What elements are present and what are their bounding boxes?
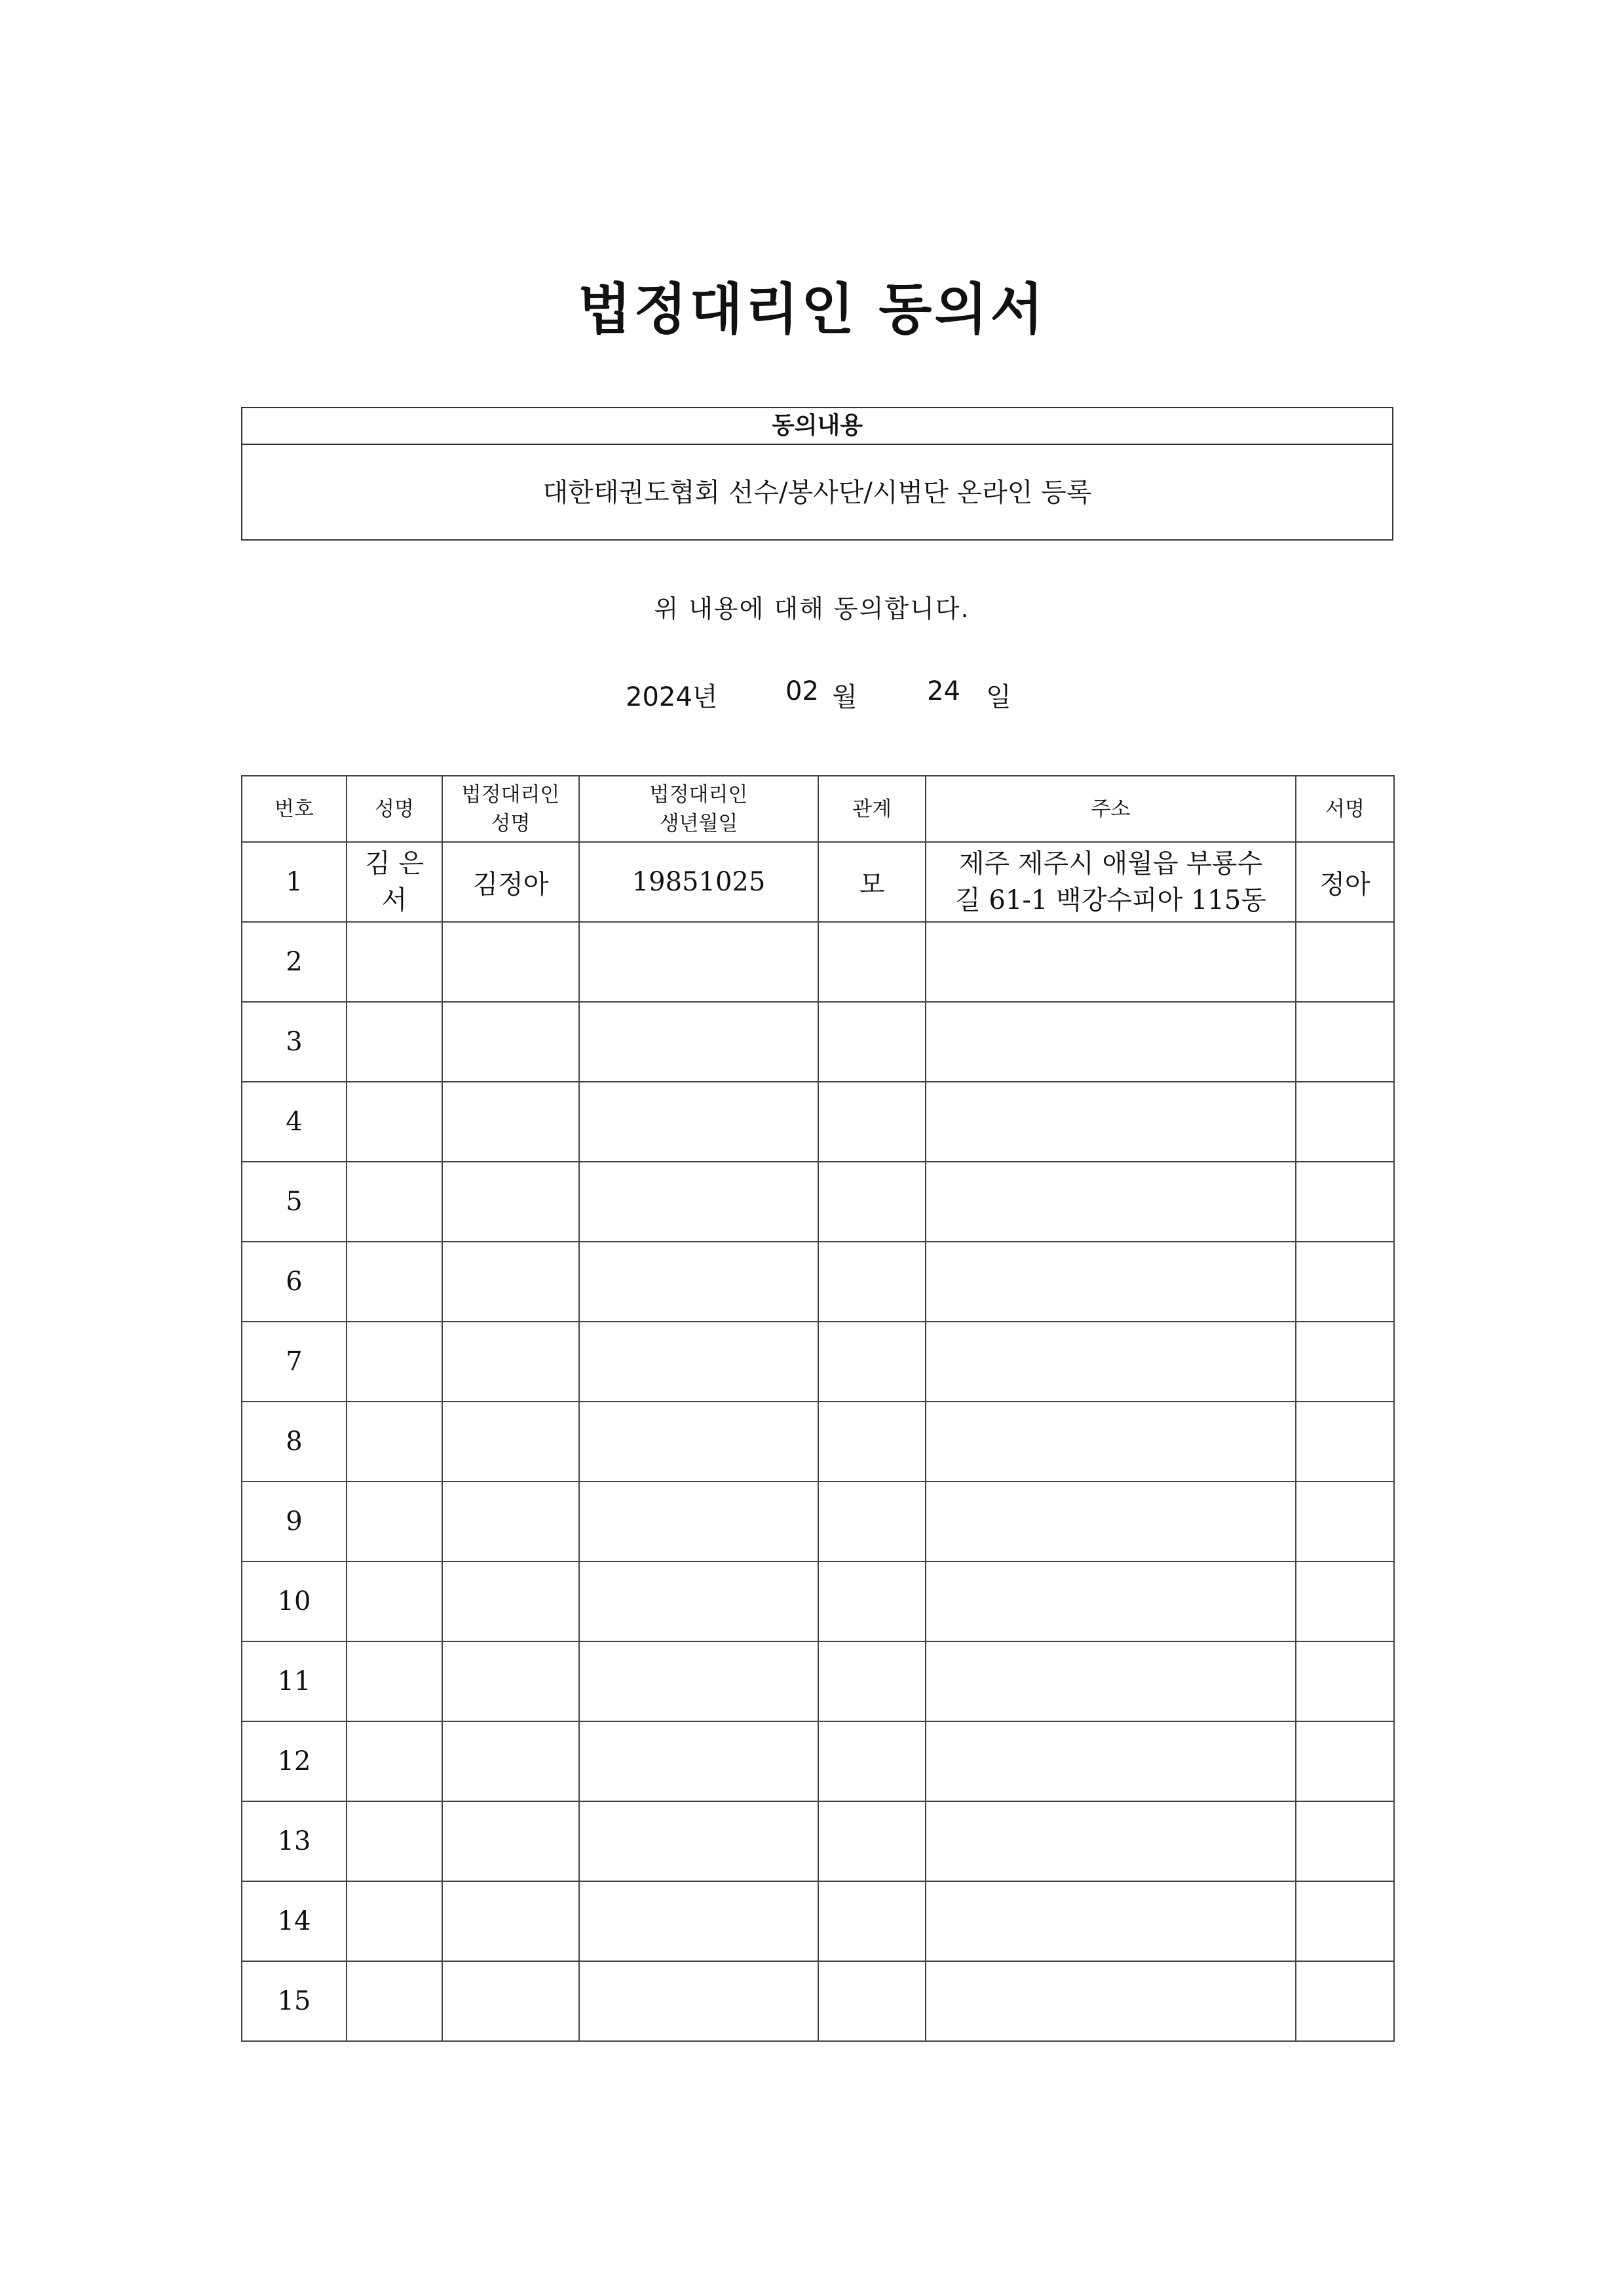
consent-content: 대한태권도협회 선수/봉사단/시범단 온라인 등록 [542, 478, 1092, 508]
signature [1296, 1242, 1394, 1322]
row-number-text: 3 [286, 1027, 303, 1057]
row-number-text: 7 [286, 1347, 303, 1377]
date-month: 02 [785, 676, 819, 706]
row-number-text: 2 [286, 947, 303, 977]
row-number-text: 11 [277, 1666, 311, 1696]
header-relation: 관계 [818, 776, 926, 842]
row-number-text: 13 [277, 1826, 311, 1856]
guardian-name [442, 1002, 579, 1082]
date-line [0, 676, 1624, 713]
row-number-text: 12 [277, 1746, 311, 1776]
relation [818, 1561, 926, 1641]
table-row [242, 1402, 1394, 1482]
address [926, 1082, 1296, 1162]
relation [818, 1002, 926, 1082]
row-number-text: 1 [286, 867, 303, 897]
row-number [242, 1082, 347, 1162]
student-name [347, 1482, 442, 1561]
date-day-unit: 일 [986, 682, 1011, 712]
address [926, 1322, 1296, 1402]
guardian-birthdate [579, 1961, 818, 2041]
student-name [347, 1561, 442, 1641]
guardian-birthdate [579, 1801, 818, 1881]
row-number [242, 1641, 347, 1721]
consent-box [241, 407, 1393, 541]
signature [1296, 1801, 1394, 1881]
address [926, 1961, 1296, 2041]
row-number-text: 8 [286, 1426, 303, 1457]
row-number [242, 1322, 347, 1402]
relation [818, 1082, 926, 1162]
student-name [347, 1881, 442, 1961]
address [926, 1162, 1296, 1242]
row-number [242, 842, 347, 922]
relation [818, 1322, 926, 1402]
date-year: 2024년 [626, 682, 718, 712]
guardian-birthdate [579, 1082, 818, 1162]
table-row [242, 1641, 1394, 1721]
address [926, 1242, 1296, 1322]
table-row [242, 1482, 1394, 1561]
address [926, 1641, 1296, 1721]
row-number-text: 6 [286, 1267, 303, 1297]
student-name-text: 서 [381, 885, 407, 915]
student-name [347, 1641, 442, 1721]
guardian-name [442, 1402, 579, 1482]
student-name [347, 1322, 442, 1402]
relation [818, 1242, 926, 1322]
consent-heading: 동의내용 [242, 408, 1392, 445]
signature [1296, 1721, 1394, 1801]
row-number-text: 4 [286, 1107, 303, 1137]
address [926, 1482, 1296, 1561]
row-number [242, 1162, 347, 1242]
guardian-birthdate [579, 1002, 818, 1082]
signature [1296, 1322, 1394, 1402]
guardian-birthdate [579, 1641, 818, 1721]
address [926, 1801, 1296, 1881]
address-text: 길 61-1 백강수피아 115동 [955, 885, 1266, 915]
table-header-row [242, 776, 1394, 842]
student-name [347, 1721, 442, 1801]
student-name [347, 1082, 442, 1162]
student-name [347, 1242, 442, 1322]
signature-text: 정아 [1319, 869, 1370, 900]
table-row [242, 1242, 1394, 1322]
relation [818, 922, 926, 1002]
guardian-name [442, 1322, 579, 1402]
row-number [242, 1242, 347, 1322]
student-name [347, 1801, 442, 1881]
relation [818, 842, 926, 922]
row-number [242, 1961, 347, 2041]
signature [1296, 1402, 1394, 1482]
signature [1296, 1162, 1394, 1242]
header-guardian-name [442, 776, 579, 842]
signature [1296, 1082, 1394, 1162]
guardian-table [241, 775, 1395, 2042]
relation [818, 1162, 926, 1242]
guardian-name [442, 1561, 579, 1641]
table-row [242, 1881, 1394, 1961]
header-number: 번호 [242, 776, 347, 842]
header-guardian-birth-line2: 생년월일 [659, 811, 738, 835]
relation [818, 1482, 926, 1561]
guardian-birthdate [579, 1482, 818, 1561]
student-name-text: 김 은 [365, 849, 424, 879]
relation-text: 모 [859, 869, 885, 900]
guardian-birthdate [579, 1881, 818, 1961]
header-guardian-name-line2: 성명 [491, 811, 531, 835]
row-number-text: 9 [286, 1506, 303, 1537]
guardian-name-text: 김정아 [472, 869, 549, 900]
table-row [242, 1721, 1394, 1801]
signature [1296, 922, 1394, 1002]
student-name [347, 922, 442, 1002]
row-number [242, 1482, 347, 1561]
signature [1296, 842, 1394, 922]
student-name [347, 842, 442, 922]
agreement-statement: 위 내용에 대해 동의합니다. [654, 594, 970, 623]
header-signature: 서명 [1296, 776, 1394, 842]
table-row [242, 1162, 1394, 1242]
guardian-name [442, 922, 579, 1002]
guardian-name [442, 1641, 579, 1721]
guardian-name [442, 1162, 579, 1242]
guardian-birthdate [579, 1162, 818, 1242]
document-title: 법정대리인 동의서 [578, 277, 1046, 341]
row-number-text: 10 [277, 1586, 311, 1617]
guardian-name [442, 1082, 579, 1162]
address-text: 제주 제주시 애월읍 부룡수 [958, 849, 1263, 879]
relation [818, 1402, 926, 1482]
guardian-birthdate [579, 842, 818, 922]
row-number [242, 1561, 347, 1641]
row-number-text: 14 [277, 1906, 311, 1936]
guardian-birthdate [579, 1402, 818, 1482]
student-name [347, 1402, 442, 1482]
row-number [242, 1801, 347, 1881]
table-row [242, 1082, 1394, 1162]
guardian-birthdate [579, 1721, 818, 1801]
header-address: 주소 [926, 776, 1296, 842]
header-guardian-birth-line1: 법정대리인 [649, 782, 748, 807]
table-row [242, 1002, 1394, 1082]
header-guardian-name-line1: 법정대리인 [461, 782, 560, 807]
address [926, 1721, 1296, 1801]
signature [1296, 1881, 1394, 1961]
relation [818, 1801, 926, 1881]
guardian-birthdate [579, 922, 818, 1002]
student-name [347, 1002, 442, 1082]
header-name: 성명 [347, 776, 442, 842]
address [926, 1002, 1296, 1082]
guardian-birthdate [579, 1322, 818, 1402]
signature [1296, 1002, 1394, 1082]
table-row [242, 1322, 1394, 1402]
guardian-name [442, 1801, 579, 1881]
address [926, 842, 1296, 922]
signature [1296, 1641, 1394, 1721]
guardian-birthdate [579, 1561, 818, 1641]
signature [1296, 1482, 1394, 1561]
row-number-text: 15 [277, 1986, 311, 2016]
guardian-name [442, 1881, 579, 1961]
relation [818, 1961, 926, 2041]
signature [1296, 1961, 1394, 2041]
header-guardian-birth [579, 776, 818, 842]
relation [818, 1881, 926, 1961]
signature [1296, 1561, 1394, 1641]
table-row [242, 1561, 1394, 1641]
table-row [242, 922, 1394, 1002]
guardian-name [442, 1961, 579, 2041]
table-row [242, 842, 1394, 922]
student-name [347, 1961, 442, 2041]
row-number [242, 1881, 347, 1961]
address [926, 1402, 1296, 1482]
row-number [242, 1002, 347, 1082]
guardian-name [442, 1482, 579, 1561]
date-day: 24 [927, 676, 960, 706]
table-row [242, 1961, 1394, 2041]
guardian-name [442, 1721, 579, 1801]
relation [818, 1721, 926, 1801]
row-number [242, 1402, 347, 1482]
guardian-name [442, 1242, 579, 1322]
guardian-birthdate [579, 1242, 818, 1322]
row-number-text: 5 [286, 1187, 303, 1217]
address [926, 1881, 1296, 1961]
row-number [242, 922, 347, 1002]
address [926, 922, 1296, 1002]
row-number [242, 1721, 347, 1801]
address [926, 1561, 1296, 1641]
student-name [347, 1162, 442, 1242]
guardian-name [442, 842, 579, 922]
relation [818, 1641, 926, 1721]
date-month-unit: 월 [832, 682, 858, 712]
guardian-birthdate-text: 19851025 [632, 867, 766, 897]
table-row [242, 1801, 1394, 1881]
